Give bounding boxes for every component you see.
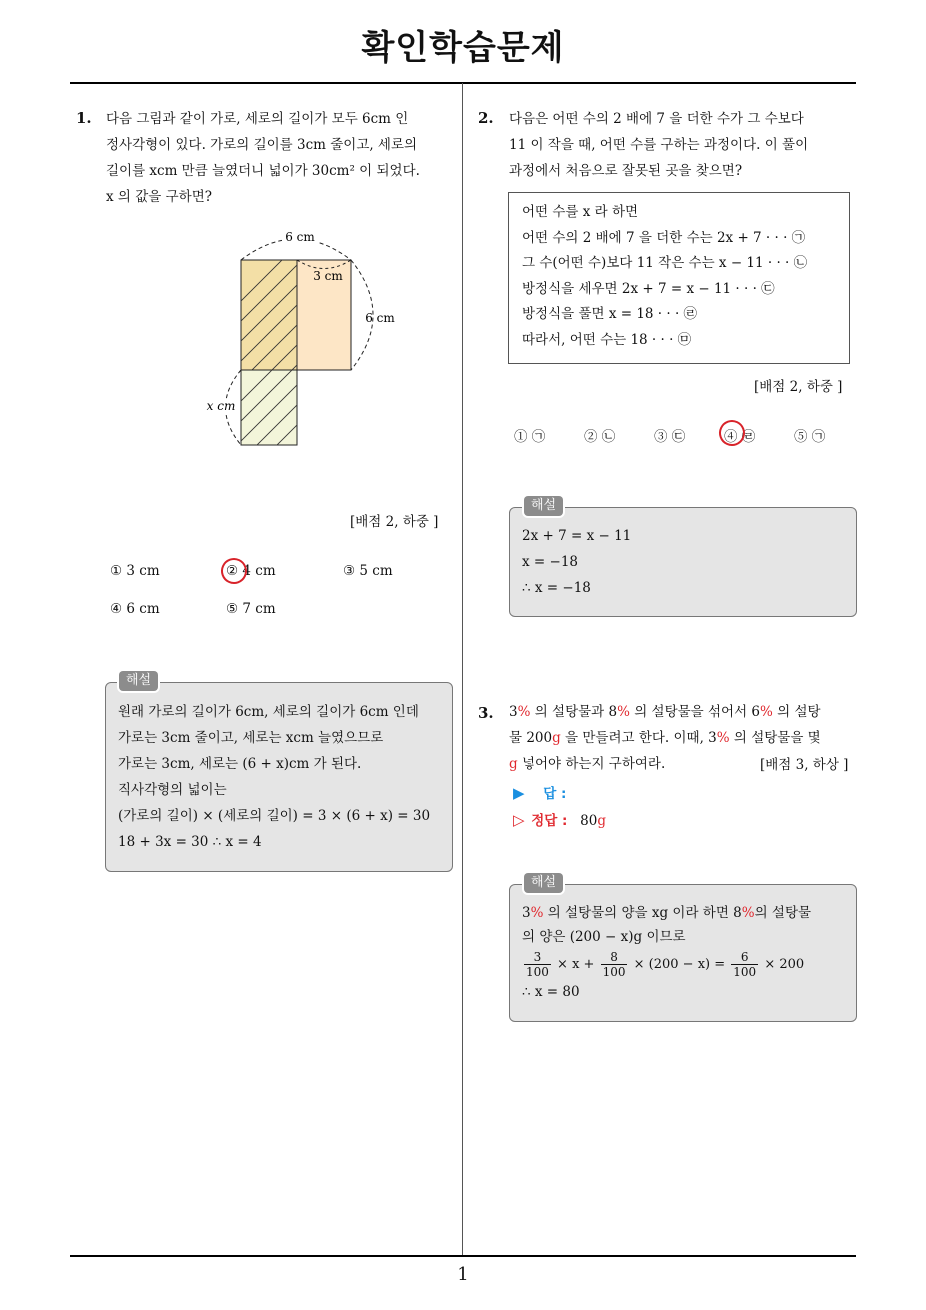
- q1-line-4: x 의 값을 구하면?: [106, 189, 212, 205]
- q1-choice-1[interactable]: ① 3 cm: [110, 563, 160, 579]
- q1-label-right: 6 cm: [365, 311, 395, 325]
- q3-correct-value: 80g: [580, 813, 606, 829]
- q1-sol-line-3: 가로는 3cm, 세로는 (6 + x)cm 가 된다.: [118, 756, 362, 772]
- q1-sol-line-1: 원래 가로의 길이가 6cm, 세로의 길이가 6cm 인데: [118, 704, 419, 720]
- q2-box-line-4: 방정식을 세우면 2x + 7 = x − 11 · · · ㉢: [522, 280, 775, 297]
- q1-solution-tag: 해설: [119, 671, 158, 691]
- play-icon: ▶: [513, 784, 525, 802]
- q2-solution-tag: 해설: [524, 496, 563, 516]
- q2-solution-box: [509, 507, 857, 617]
- q2-choice-5[interactable]: ⑤ ㉠: [794, 429, 826, 445]
- q2-meta: [배점 2, 하중 ]: [754, 379, 843, 395]
- q1-solution-box: [105, 682, 453, 872]
- q1-sol-line-5: (가로의 길이) × (세로의 길이) = 3 × (6 + x) = 30: [118, 808, 431, 824]
- q3-sol-line-4: ∴ x = 80: [522, 984, 580, 1000]
- q1-label-inner: 3 cm: [313, 269, 343, 283]
- q2-line-1: 다음은 어떤 수의 2 배에 7 을 더한 수가 그 수보다: [509, 111, 804, 127]
- q1-line-2: 정사각형이 있다. 가로의 길이를 3cm 줄이고, 세로의: [106, 137, 418, 153]
- page-number: 1: [457, 1264, 469, 1285]
- footer-rule: [70, 1255, 856, 1257]
- q3-solution-tag: 해설: [524, 873, 563, 893]
- q1-choice-2[interactable]: ② 4 cm: [226, 563, 276, 579]
- q2-number: 2.: [478, 109, 494, 127]
- q1-line-3: 길이를 xcm 만큼 늘였더니 넓이가 30cm² 이 되었다.: [106, 163, 420, 179]
- q2-process-box: [508, 192, 850, 364]
- q2-sol-line-1: 2x + 7 = x − 11: [522, 528, 632, 544]
- q1-sol-line-2: 가로는 3cm 줄이고, 세로는 xcm 늘였으므로: [118, 730, 384, 746]
- q2-choice-1[interactable]: ① ㉠: [514, 429, 546, 445]
- q2-box-line-6: 따라서, 어떤 수는 18 · · · ㉤: [522, 331, 692, 348]
- q3-correct-label: 정답 :: [531, 813, 568, 829]
- q1-sol-line-4: 직사각형의 넓이는: [118, 782, 227, 798]
- q1-choice-5[interactable]: ⑤ 7 cm: [226, 601, 276, 617]
- q3-answer-label: 답 :: [543, 786, 567, 802]
- q3-line-3: g 넣어야 하는지 구하여라.: [509, 756, 666, 772]
- q2-text: [509, 106, 859, 184]
- q2-box-line-2: 어떤 수의 2 배에 7 을 더한 수는 2x + 7 · · · ㉠: [522, 229, 806, 246]
- q2-sol-line-3: ∴ x = −18: [522, 580, 591, 596]
- q3-number: 3.: [478, 704, 494, 722]
- q2-box-line-1: 어떤 수를 x 라 하면: [522, 204, 639, 220]
- q3-meta: [배점 3, 하상 ]: [760, 757, 849, 773]
- q1-line-1: 다음 그림과 같이 가로, 세로의 길이가 모두 6cm 인: [106, 111, 409, 127]
- q1-choice-4[interactable]: ④ 6 cm: [110, 601, 160, 617]
- q1-figure: [190, 222, 395, 452]
- q2-choice-4[interactable]: ④ ㉣: [724, 429, 756, 445]
- q3-line-1: 3% 의 설탕물과 8% 의 설탕물을 섞어서 6% 의 설탕: [509, 704, 821, 720]
- fraction-8-100: $\frac{8}{100}$: [602, 950, 626, 979]
- q1-label-top: 6 cm: [285, 230, 315, 244]
- q1-selected-mark: [217, 554, 250, 587]
- q2-sol-line-2: x = −18: [522, 554, 578, 570]
- q2-box-line-5: 방정식을 풀면 x = 18 · · · ㉣: [522, 306, 698, 322]
- page-title: 확인학습문제: [361, 28, 565, 68]
- q3-sol-equation: $\frac{3}{100}$ × x + $\frac{8}{100}$ × (200 − x) = $\frac{6}{100}$ × 200: [526, 950, 805, 979]
- q2-line-2: 11 이 작을 때, 어떤 수를 구하는 과정이다. 이 풀이: [509, 137, 809, 153]
- q1-sol-line-6: 18 + 3x = 30 ∴ x = 4: [118, 834, 262, 850]
- column-divider: [462, 83, 463, 1255]
- q3-correct-row: [513, 809, 606, 829]
- q3-line-2: 물 200g 을 만들려고 한다. 이때, 3% 의 설탕물을 몇: [509, 730, 821, 746]
- q3-answer-row: [513, 782, 566, 802]
- q3-sol-line-1: 3% 의 설탕물의 양을 xg 이라 하면 8%의 설탕물: [522, 905, 812, 921]
- q1-number: 1.: [76, 109, 92, 127]
- q2-line-3: 과정에서 처음으로 잘못된 곳을 찾으면?: [509, 163, 743, 179]
- outline-play-icon: ▷: [513, 811, 525, 829]
- q2-choice-2[interactable]: ② ㉡: [584, 429, 616, 445]
- q3-solution-box: [509, 884, 857, 1022]
- q1-label-left: x cm: [206, 399, 236, 413]
- q2-box-line-3: 그 수(어떤 수)보다 11 작은 수는 x − 11 · · · ㉡: [522, 255, 808, 271]
- q3-sol-line-2: 의 양은 (200 − x)g 이므로: [522, 929, 686, 945]
- q1-choice-3[interactable]: ③ 5 cm: [343, 563, 393, 579]
- header-rule: [70, 82, 856, 84]
- q2-choice-3[interactable]: ③ ㉢: [654, 429, 686, 445]
- fraction-6-100: $\frac{6}{100}$: [733, 950, 757, 979]
- q1-text: [106, 106, 456, 210]
- q1-meta: [배점 2, 하중 ]: [350, 514, 439, 530]
- fraction-3-100: $\frac{3}{100}$: [526, 950, 549, 979]
